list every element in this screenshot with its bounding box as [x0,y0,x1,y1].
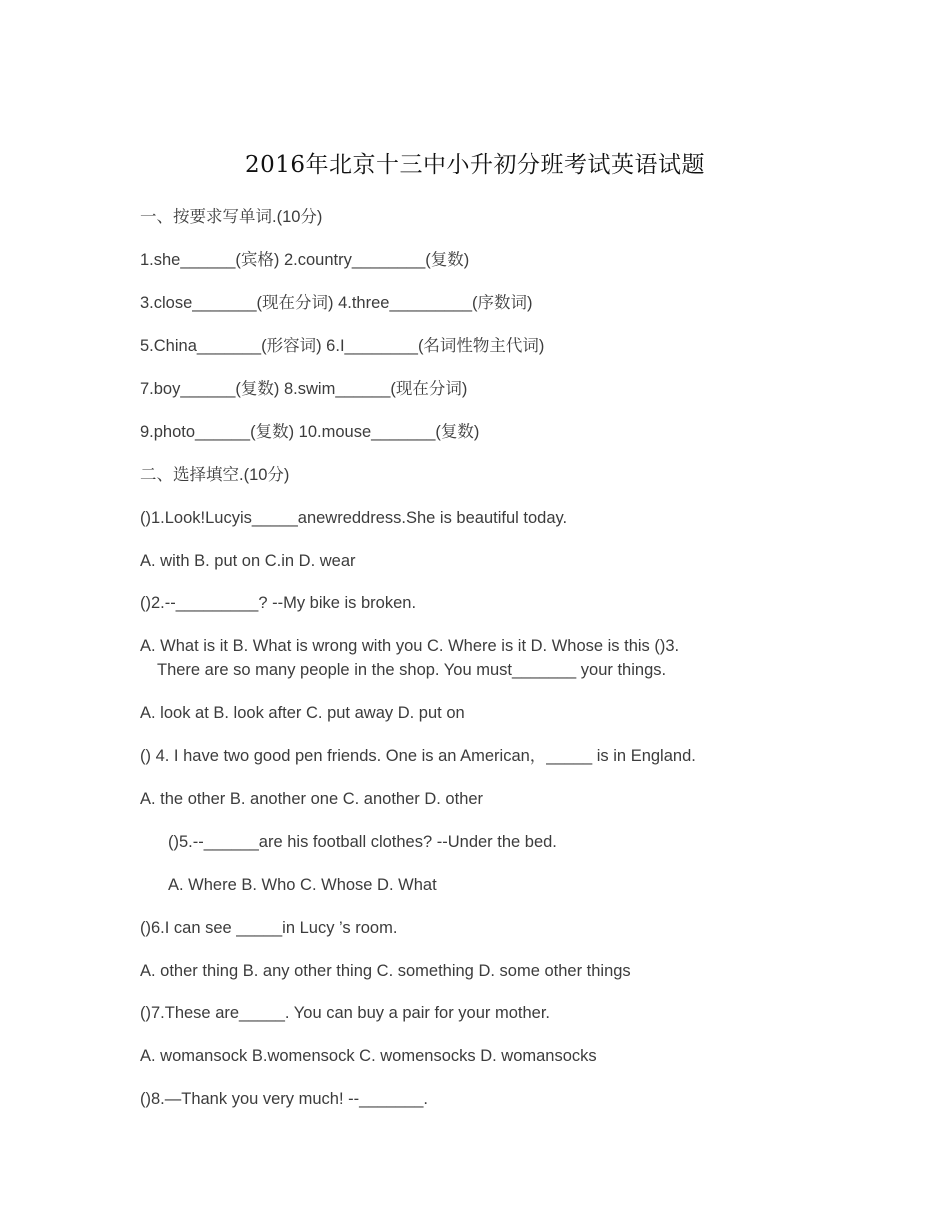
question-4-options: A. the other B. another one C. another D. other [140,790,484,808]
question-6: ()6.I can see _____in Lucy ’s room. [140,919,398,937]
question-5-options: A. Where B. Who C. Whose D. What [168,876,437,894]
question-2: ()2.--_________? --My bike is broken. [140,594,417,612]
word-question-line: 3.close_______(现在分词) 4.three_________(序数词) [140,294,533,312]
question-2-options: A. What is it B. What is wrong with you C. Where is it D. Whose is this ()3. [140,637,680,655]
word-question-line: 5.China_______(形容词) 6.I________(名词性物主代词) [140,337,545,355]
question-5: ()5.--______are his football clothes? --Under the bed. [168,833,557,851]
question-1: ()1.Look!Lucyis_____anewreddress.She is beautiful today. [140,509,568,527]
page-title: 2016年北京十三中小升初分班考试英语试题 [244,152,706,178]
question-2-options-and-question-3 [140,634,790,682]
word-question-line: 7.boy______(复数) 8.swim______(现在分词) [140,380,468,398]
section2-heading: 二、选择填空.(10分) [140,466,290,484]
question-7: ()7.These are_____. You can buy a pair for your mother. [140,1004,551,1022]
word-question-line: 1.she______(宾格) 2.country________(复数) [140,251,470,269]
question-3: There are so many people in the shop. You must_______ your things. [157,661,667,679]
question-6-options: A. other thing B. any other thing C. something D. some other things [140,962,631,980]
question-1-options: A. with B. put on C.in D. wear [140,552,356,570]
question-7-options: A. womansock B.womensock C. womensocks D. womansocks [140,1047,597,1065]
question-3-options: A. look at B. look after C. put away D. put on [140,704,465,722]
question-8: ()8.—Thank you very much! --_______. [140,1090,428,1108]
section1-heading: 一、按要求写单词.(10分) [140,208,323,226]
word-question-line: 9.photo______(复数) 10.mouse_______(复数) [140,423,480,441]
question-4: () 4. I have two good pen friends. One is an American，_____ is in England. [140,747,696,765]
